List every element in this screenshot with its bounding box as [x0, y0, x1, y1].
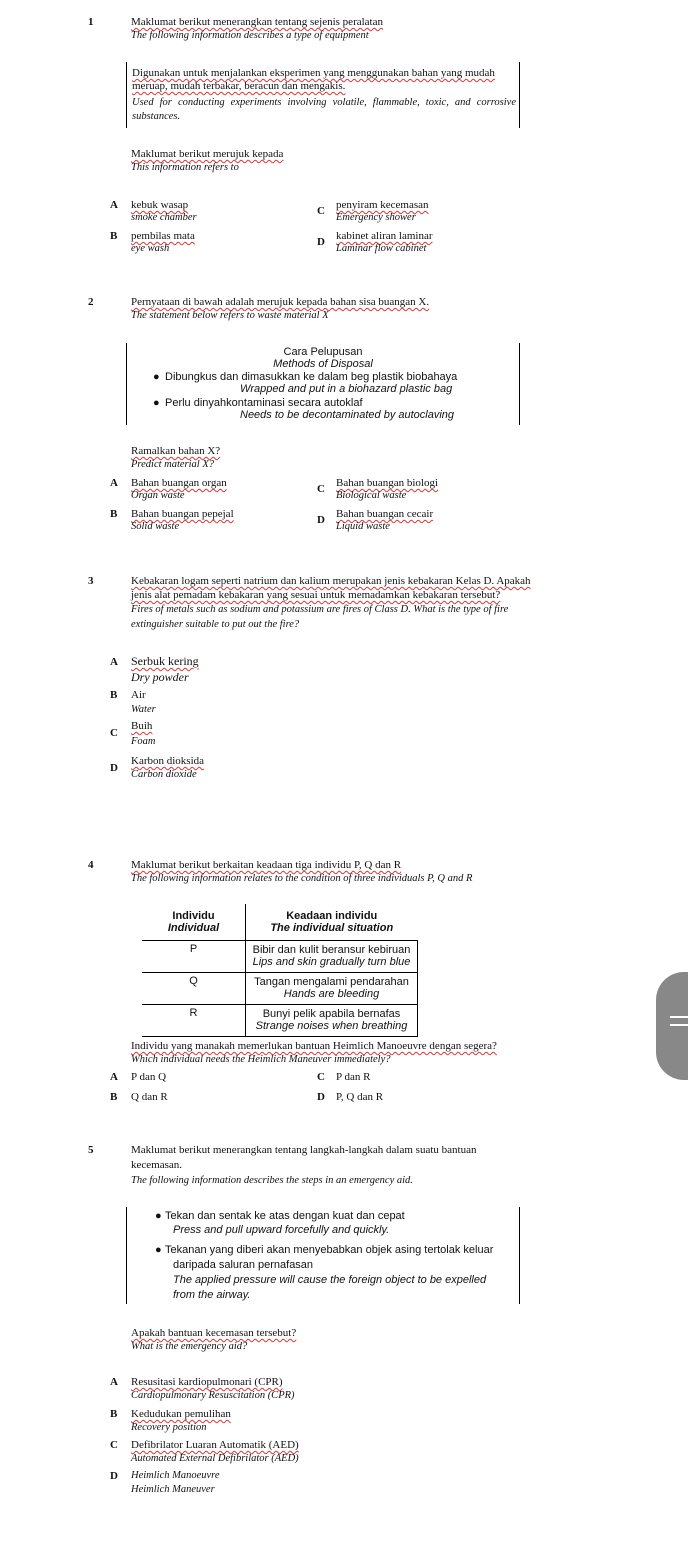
option-letter: A: [110, 1376, 118, 1388]
question-ask-ms: Apakah bantuan kecemasan tersebut?: [131, 1327, 297, 1339]
cell-ms: Bunyi pelik apabila bernafas: [262, 1008, 401, 1020]
option-letter: D: [110, 1470, 118, 1482]
question-ask-ms: Maklumat berikut merujuk kepada: [131, 148, 284, 160]
menu-icon: [670, 1024, 688, 1026]
box-title-ms: Cara Pelupusan: [283, 346, 363, 358]
question-stem-en-line2: extinguisher suitable to put out the fire?: [131, 619, 300, 630]
question-stem-ms-line1: Kebakaran logam seperti natrium dan kalium merupakan jenis kebakaran Kelas D. Apakah: [131, 575, 531, 587]
question-ask-en: Which individual needs the Heimlich Maneuver immediately?: [131, 1054, 391, 1065]
option-text-ms: Bahan buangan cecair: [336, 508, 434, 520]
bullet-icon: ●: [155, 1210, 162, 1222]
cell-en: Strange noises when breathing: [255, 1020, 408, 1032]
bullet-2-ms-line2: daripada saluran pernafasan: [173, 1259, 314, 1271]
header-ms: Individu: [172, 909, 215, 922]
option-text-ms: Resusitasi kardiopulmonari (CPR): [131, 1376, 283, 1388]
bullet-2-ms-line1: Tekanan yang diberi akan menyebabkan objek asing tertolak keluar: [165, 1244, 494, 1256]
option-text-ms: Heimlich Manoeuvre: [131, 1470, 220, 1481]
option-letter: B: [110, 1091, 118, 1103]
table-cell: [246, 940, 418, 972]
option-text: P dan Q: [131, 1071, 167, 1083]
cell-ms: Tangan mengalami pendarahan: [254, 976, 409, 988]
header-ms: Keadaan individu: [286, 909, 378, 922]
info-box-en: Used for conducting experiments involving volatile, flammable, toxic, and corrosive substances.: [132, 97, 516, 122]
info-box-ms: Digunakan untuk menjalankan eksperimen yang menggunakan bahan yang mudah meruap, mudah terbakar, beracun dan mengakis.: [132, 67, 495, 92]
option-text-ms: pembilas mata: [131, 230, 195, 242]
option-text-en: Solid waste: [131, 521, 180, 532]
question-stem-ms-line1: Maklumat berikut menerangkan tentang langkah-langkah dalam suatu bantuan: [131, 1144, 477, 1156]
question-ask-ms: Individu yang manakah memerlukan bantuan Heimlich Manoeuvre dengan segera?: [131, 1040, 497, 1052]
option-text-ms: kebuk wasap: [131, 199, 189, 211]
question-stem-en: The statement below refers to waste material X: [131, 310, 329, 321]
question-stem-ms-line2: jenis alat pemadam kebakaran yang sesuai untuk memadamkan kebakaran tersebut?: [131, 589, 501, 601]
cell-en: Hands are bleeding: [283, 988, 380, 1000]
option-text-ms: Kedudukan pemulihan: [131, 1408, 231, 1420]
option-letter: B: [110, 230, 118, 242]
bullet-icon: ●: [153, 371, 160, 383]
question-stem-ms: Pernyataan di bawah adalah merujuk kepada bahan sisa buangan X.: [131, 296, 430, 308]
option-text-en: Foam: [131, 736, 156, 747]
option-letter: B: [110, 1408, 118, 1420]
option-text-ms: Karbon dioksida: [131, 755, 205, 767]
table-header: [246, 904, 418, 940]
option-letter: D: [110, 762, 118, 774]
option-letter: A: [110, 199, 118, 211]
table-cell-id: Q: [142, 972, 246, 1004]
table-row: [142, 1004, 418, 1036]
option-text-en: Laminar flow cabinet: [336, 243, 427, 254]
option-letter: B: [110, 508, 118, 520]
question-stem-ms: Maklumat berikut menerangkan tentang sejenis peralatan: [131, 16, 383, 28]
option-text-en: smoke chamber: [131, 212, 197, 223]
option-text-ms: Bahan buangan biologi: [336, 477, 439, 489]
info-box: [126, 62, 520, 128]
table-cell-id: R: [142, 1004, 246, 1036]
header-en: Individual: [167, 921, 220, 934]
table-cell: [246, 972, 418, 1004]
question-stem-ms: Maklumat berikut berkaitan keadaan tiga individu P, Q dan R: [131, 859, 402, 871]
option-letter: C: [110, 1439, 118, 1451]
option-text-ms: Buih: [131, 720, 153, 732]
bullet-2-ms: Perlu dinyahkontaminasi secara autoklaf: [165, 397, 363, 409]
option-letter: C: [317, 205, 325, 217]
option-letter: C: [317, 483, 325, 495]
option-text-ms: Air: [131, 689, 146, 701]
option-letter: D: [317, 514, 325, 526]
option-text-en: Carbon dioxide: [131, 769, 197, 780]
table-row: [142, 940, 418, 972]
option-text-en: Heimlich Maneuver: [131, 1484, 215, 1495]
table-row: [142, 972, 418, 1004]
box-title-en: Methods of Disposal: [273, 358, 373, 370]
option-text-en: Liquid waste: [336, 521, 390, 532]
option-text: P, Q dan R: [336, 1091, 384, 1103]
option-text: P dan R: [336, 1071, 371, 1083]
option-letter: A: [110, 656, 118, 668]
question-ask-en: This information refers to: [131, 162, 239, 173]
question-stem-en: The following information describes a type of equipment: [131, 30, 369, 41]
question-stem-en-line1: Fires of metals such as sodium and potassium are fires of Class D. What is the type of fire: [131, 604, 509, 615]
question-ask-en: What is the emergency aid?: [131, 1341, 248, 1352]
table-cell-id: P: [142, 940, 246, 972]
menu-icon: [670, 1016, 688, 1018]
option-text: Q dan R: [131, 1091, 168, 1103]
bullet-2-en-line1: The applied pressure will cause the foreign object to be expelled: [173, 1274, 487, 1286]
option-letter: B: [110, 689, 118, 701]
bullet-1-en: Wrapped and put in a biohazard plastic bag: [240, 383, 453, 395]
option-text-en: Emergency shower: [336, 212, 416, 223]
option-text-ms: Bahan buangan organ: [131, 477, 227, 489]
option-letter: C: [317, 1071, 325, 1083]
option-letter: A: [110, 477, 118, 489]
bullet-1-ms: Tekan dan sentak ke atas dengan kuat dan cepat: [165, 1210, 405, 1222]
bullet-1-ms: Dibungkus dan dimasukkan ke dalam beg plastik biobahaya: [165, 371, 458, 383]
disposal-box: [126, 343, 520, 425]
question-stem-ms-line2: kecemasan.: [131, 1159, 182, 1171]
option-letter: D: [317, 1091, 325, 1103]
option-text-en: Organ waste: [131, 490, 185, 501]
table-header: [142, 904, 246, 940]
cell-ms: Bibir dan kulit beransur kebiruan: [252, 944, 411, 956]
question-ask-ms: Ramalkan bahan X?: [131, 445, 221, 457]
option-letter: A: [110, 1071, 118, 1083]
question-stem-en: The following information describes the steps in an emergency aid.: [131, 1175, 413, 1186]
option-text-ms: Bahan buangan pepejal: [131, 508, 234, 520]
question-number: 4: [88, 859, 94, 871]
steps-box: [126, 1207, 520, 1304]
bullet-icon: ●: [153, 397, 160, 409]
option-text-en: Recovery position: [131, 1422, 207, 1433]
question-number: 3: [88, 575, 94, 587]
option-text-en: Automated External Defibrilator (AED): [131, 1453, 299, 1464]
option-text-en: Biological waste: [336, 490, 407, 501]
option-text-ms: kabinet aliran laminar: [336, 230, 433, 242]
option-text-ms: Serbuk kering: [131, 654, 199, 668]
option-text-en: Cardiopulmonary Resuscitation (CPR): [131, 1390, 295, 1401]
table-cell: [246, 1004, 418, 1036]
option-text-en: eye wash: [131, 243, 170, 254]
question-ask-en: Predict material X?: [131, 459, 215, 470]
option-letter: C: [110, 727, 118, 739]
option-text-en: Dry powder: [131, 670, 189, 684]
option-text-ms: penyiram kecemasan: [336, 199, 429, 211]
bullet-2-en: Needs to be decontaminated by autoclaving: [240, 409, 455, 421]
side-menu-handle[interactable]: [656, 972, 688, 1080]
bullet-icon: ●: [155, 1244, 162, 1256]
cell-en: Lips and skin gradually turn blue: [252, 956, 411, 968]
option-letter: D: [317, 236, 325, 248]
condition-table: [142, 904, 418, 1037]
bullet-2-en-line2: from the airway.: [173, 1289, 251, 1301]
question-stem-en: The following information relates to the condition of three individuals P, Q and R: [131, 873, 473, 884]
bullet-1-en: Press and pull upward forcefully and quickly.: [173, 1224, 390, 1236]
option-text-en: Water: [131, 704, 156, 715]
question-number: 1: [88, 16, 94, 28]
option-text-ms: Defibrilator Luaran Automatik (AED): [131, 1439, 299, 1451]
header-en: The individual situation: [270, 921, 394, 934]
question-number: 5: [88, 1144, 94, 1156]
question-number: 2: [88, 296, 94, 308]
